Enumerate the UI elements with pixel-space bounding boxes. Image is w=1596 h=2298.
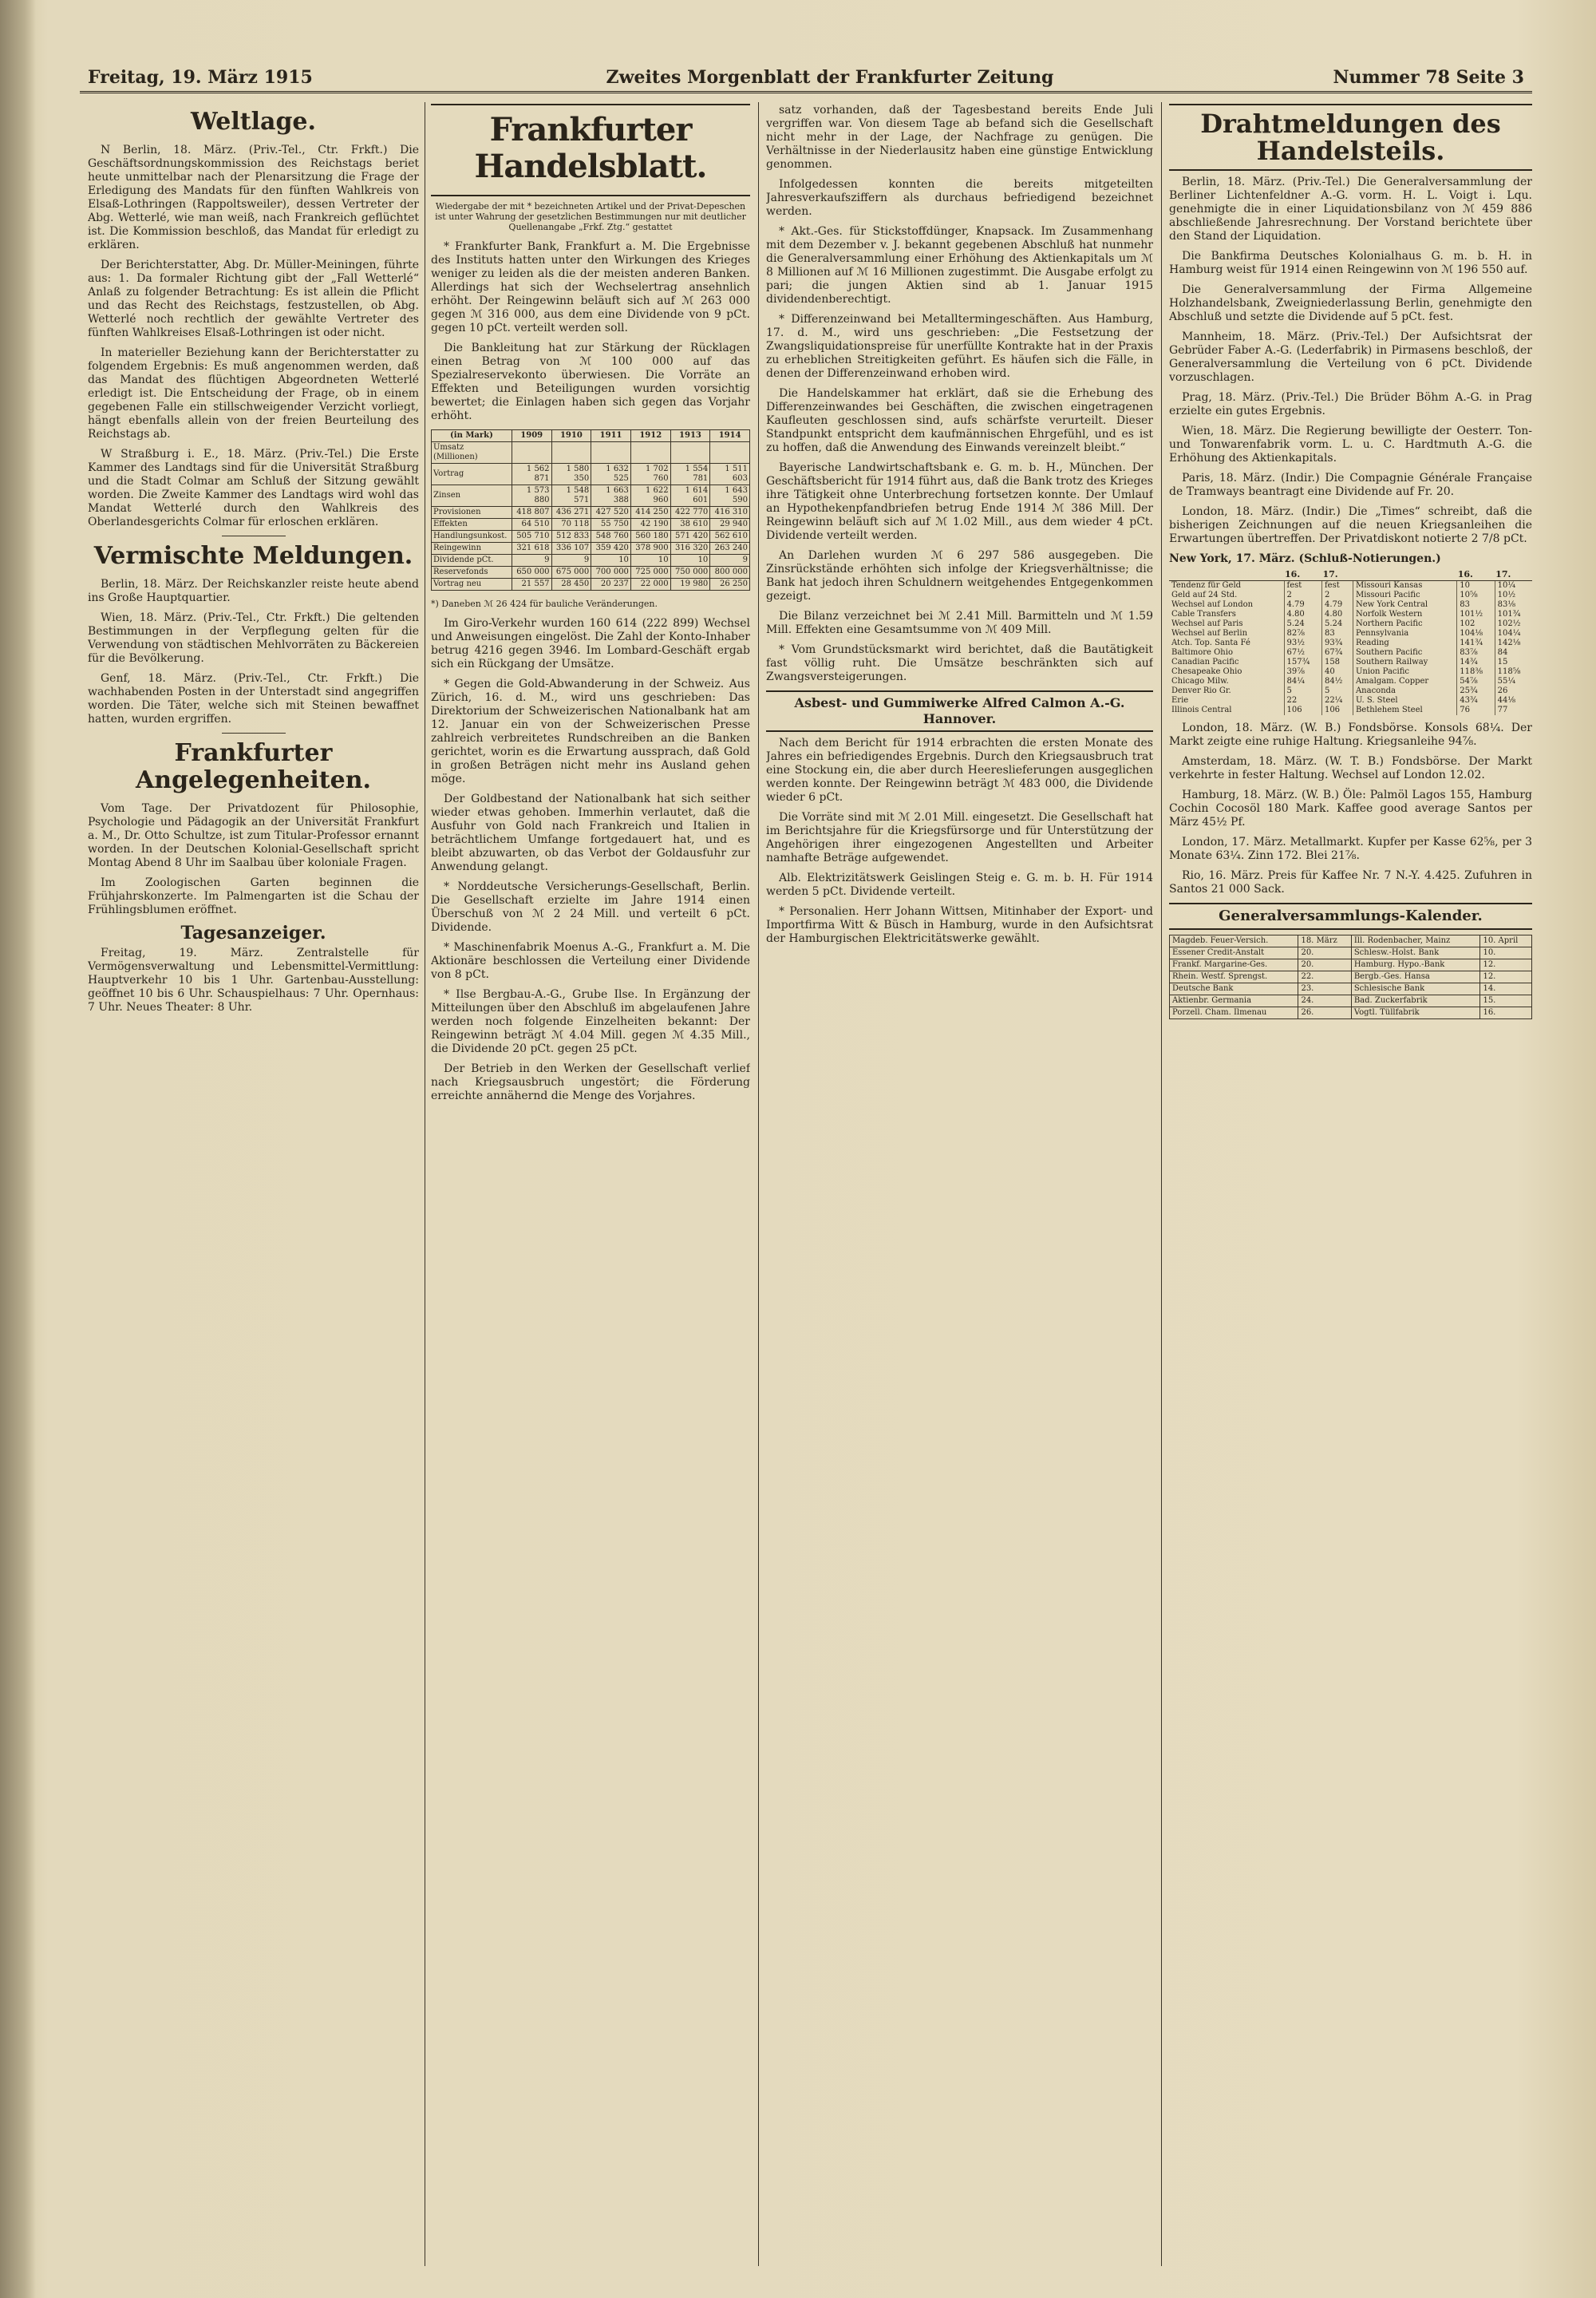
table-cell: Pennsylvania	[1353, 629, 1456, 639]
section-title: Frankfurter Handelsblatt.	[474, 111, 707, 185]
table-row	[1170, 1007, 1532, 1019]
table-cell: 2	[1321, 591, 1353, 600]
article-paragraph: Wien, 18. März. Die Regierung bewilligte der Oesterr. Ton- und Tonwarenfabrik vorm. L. u. C. Hardtmuth A.-G. die Erhöhung des Aktienkapitals.	[1169, 425, 1532, 465]
table-cell: 512 833	[551, 531, 591, 543]
table-cell: 10	[630, 555, 670, 567]
table-cell: U. S. Steel	[1353, 696, 1456, 706]
table-cell: 359 420	[591, 543, 631, 555]
table-cell: 104¼	[1495, 629, 1532, 639]
table-cell: 15	[1495, 658, 1532, 667]
table-cell: 22¼	[1321, 696, 1353, 706]
article-paragraph: Die Handelskammer hat erklärt, daß sie die Erhebung des Differenzeinwandes bei Geschäften, die zwischen eingetragenen Kaufleuten geschlossen sind, aufs schärfste verurteilt. Dieser Standpunkt entspricht dem kaufmännischen Ehrgefühl, und es ist zu hoffen, daß die Anwendung des Einwands vereinzelt bleibt.“	[766, 387, 1153, 454]
table-cell: 44⅛	[1495, 696, 1532, 706]
table-header-cell: 1912	[630, 430, 670, 442]
table-cell: 422 770	[670, 507, 710, 519]
article-paragraph: Berlin, 18. März. (Priv.-Tel.) Die Generalversammlung der Berliner Lichtenfeldner A.-G. vorm. H. L. Voigt i. Lqu. genehmigte die in einer Liquidationsbilanz von ℳ 459 886 abschließende Jahresrechnung. Der Vorstand berichtete über den Stand der Liquidation.	[1169, 176, 1532, 243]
article-paragraph: W Straßburg i. E., 18. März. (Priv.-Tel.) Die Erste Kammer des Landtags sind für die Universität Straßburg und die Stadt Colmar am Schluß der Sitzung gewählt worden. Die Zweite Kammer des Landtags wird wohl das Mandat Wetterlé durch den Wahlkreis des Oberlandesgerichts Colmar für erloschen erklären.	[88, 448, 419, 528]
table-cell: 82⅞	[1284, 629, 1321, 639]
table-cell: 102½	[1495, 619, 1532, 629]
table-cell: 548 760	[591, 531, 631, 543]
table-cell: 23.	[1298, 983, 1351, 995]
table-cell: 1 573 880	[512, 485, 551, 507]
table-cell: 1 554 781	[670, 464, 710, 485]
table-cell: 571 420	[670, 531, 710, 543]
table-cell: Bad. Zuckerfabrik	[1351, 995, 1480, 1007]
table-header-cell: 1913	[670, 430, 710, 442]
table-cell	[591, 442, 631, 464]
table-cell: 1 614 601	[670, 485, 710, 507]
table-cell: 83	[1457, 600, 1495, 610]
table-row	[432, 543, 750, 555]
article-paragraph: Wien, 18. März. (Priv.-Tel., Ctr. Frkft.) Die geltenden Bestimmungen in der Verpflegung gelten für die Verwendung von städtischen Mehlvorräten zu Bäckereien für die Bevölkerung.	[88, 611, 419, 665]
table-cell: 316 320	[670, 543, 710, 555]
kalender-heading: Generalversammlungs-Kalender.	[1169, 903, 1532, 930]
table-cell	[670, 442, 710, 464]
table-cell: Anaconda	[1353, 686, 1456, 696]
table-cell: Wechsel auf Paris	[1171, 619, 1243, 628]
table-header-cell: 16.	[1457, 569, 1495, 581]
table-header-cell	[1169, 569, 1284, 581]
table-cell: Rhein. Westf. Sprengst.	[1170, 971, 1298, 983]
handelsblatt-masthead	[431, 104, 750, 196]
table-row	[1169, 619, 1532, 629]
article-paragraph: Nach dem Bericht für 1914 erbrachten die ersten Monate des Jahres ein befriedigendes Ergebnis. Durch den Kriegsausbruch trat eine Stockung ein, die aber durch Heereslieferungen ausgeglichen werden konnte. Der Reingewinn beträgt ℳ 483 000, die Dividende wieder 6 pCt.	[766, 737, 1153, 804]
table-cell: 436 271	[551, 507, 591, 519]
column-2	[431, 104, 750, 2266]
table-cell: 42 190	[630, 519, 670, 531]
table-cell: 10½	[1495, 591, 1532, 600]
table-cell: 21 557	[512, 579, 551, 591]
table-cell: 93¾	[1321, 639, 1353, 648]
table-cell: 1 548 571	[551, 485, 591, 507]
table-cell: 4.79	[1284, 600, 1321, 610]
table-header-cell: 1909	[512, 430, 551, 442]
table-cell: Northern Pacific	[1353, 619, 1456, 629]
table-cell: 19 980	[670, 579, 710, 591]
table-cell: 20.	[1298, 959, 1351, 971]
table-cell: 83	[1321, 629, 1353, 639]
table-cell: 10	[591, 555, 631, 567]
table-cell: 67¾	[1321, 648, 1353, 658]
article-paragraph: Berlin, 18. März. Der Reichskanzler reiste heute abend ins Große Hauptquartier.	[88, 578, 419, 604]
article-paragraph: Mannheim, 18. März. (Priv.-Tel.) Der Aufsichtsrat der Gebrüder Faber A.-G. (Lederfabrik) in Pirmasens beschloß, der Generalversammlung die Verteilung von 6 pCt. Dividende vorzuschlagen.	[1169, 330, 1532, 384]
article-paragraph: London, 17. März. Metallmarkt. Kupfer per Kasse 62⅝, per 3 Monate 63¼. Zinn 172. Blei 21⅞.	[1169, 836, 1532, 862]
article-paragraph: Amsterdam, 18. März. (W. T. B.) Fondsbörse. Der Markt verkehrte in fester Haltung. Wechsel auf London 12.02.	[1169, 755, 1532, 781]
table-cell: 4.79	[1321, 600, 1353, 610]
article-paragraph: Die Bankleitung hat zur Stärkung der Rücklagen einen Betrag von ℳ 100 000 auf das Spezialreservekonto überwiesen. Die Vorräte an Effekten und Beteiligungen wurden vorsichtig bewertet; die Einlagen haben sich gegen das Vorjahr erhöht.	[431, 342, 750, 422]
table-cell: 104⅛	[1457, 629, 1495, 639]
table-cell: 106	[1284, 706, 1321, 715]
table-cell: 650 000	[512, 567, 551, 579]
table-cell: Chicago Milw.	[1171, 677, 1229, 686]
table-cell: 321 618	[512, 543, 551, 555]
article-paragraph: satz vorhanden, daß der Tagesbestand bereits Ende Juli vergriffen war. Von diesem Tage ab befand sich die Gesellschaft nicht mehr in der Lage, der Nachfrage zu genügen. Die Verhältnisse in der Niederlausitz haben eine günstige Entwicklung genommen.	[766, 104, 1153, 171]
table-row	[1169, 629, 1532, 639]
section-title: Frankfurter Angelegenheiten.	[135, 739, 371, 794]
table-row	[432, 464, 750, 485]
table-cell: 102	[1457, 619, 1495, 629]
table-cell: 18. März	[1298, 935, 1351, 947]
table-cell: 64 510	[512, 519, 551, 531]
table-row	[432, 567, 750, 579]
table-cell: Effekten	[432, 519, 512, 531]
table-cell: 77	[1495, 706, 1532, 715]
table-cell: 158	[1321, 658, 1353, 667]
table-row	[1170, 959, 1532, 971]
table-cell: Deutsche Bank	[1170, 983, 1298, 995]
article-paragraph: Infolgedessen konnten die bereits mitgeteilten Jahresverkaufsziffern als durchaus befriedigend bezeichnet werden.	[766, 178, 1153, 218]
table-cell: Erie	[1171, 696, 1189, 705]
table-cell: 1 643 590	[710, 485, 750, 507]
table-cell: Reingewinn	[432, 543, 512, 555]
article-paragraph: An Darlehen wurden ℳ 6 297 586 ausgegeben. Die Zinsrückstände erhöhten sich infolge der Kriegsverhältnisse; die Bank hat jedoch ihren Schuldnern weitgehendes Entgegenkommen gezeigt.	[766, 549, 1153, 603]
table-cell: 14.	[1480, 983, 1532, 995]
article-paragraph: Die Generalversammlung der Firma Allgemeine Holzhandelsbank, Zweigniederlassung Berlin, genehmigte den Abschluß und setzte die Dividende auf 5 pCt. fest.	[1169, 283, 1532, 323]
table-cell: 26	[1495, 686, 1532, 696]
meeting-calendar-table	[1169, 935, 1532, 1019]
table-cell: 93½	[1284, 639, 1321, 648]
table-cell: 55 750	[591, 519, 631, 531]
table-cell: 142⅛	[1495, 639, 1532, 648]
article-paragraph: Der Betrieb in den Werken der Gesellschaft verlief nach Kriegsausbruch ungestört; die Förderung erreichte annähernd die Menge des Vorjahres.	[431, 1062, 750, 1102]
new-york-quotes-table	[1169, 569, 1532, 715]
table-cell: 5	[1321, 686, 1353, 696]
table-cell: 1 562 871	[512, 464, 551, 485]
table-cell: New York Central	[1353, 600, 1456, 610]
table-cell: Magdeb. Feuer-Versich.	[1170, 935, 1298, 947]
article-paragraph: Bayerische Landwirtschaftsbank e. G. m. b. H., München. Der Geschäftsbericht für 1914 führt aus, daß die Bank trotz des Krieges ihre Tätigkeit ohne Unterbrechung fortsetzen konnte. Der Umlauf an Hypothekenpfandbriefen betrug Ende 1914 ℳ 386 Mill. Der Reingewinn beläuft sich auf ℳ 1.02 Mill., aus dem wieder 4 pCt. Dividende verteilt werden.	[766, 461, 1153, 542]
table-cell: Vortrag neu	[432, 579, 512, 591]
table-cell: 5.24	[1321, 619, 1353, 629]
article-paragraph: * Norddeutsche Versicherungs-Gesellschaft, Berlin. Die Gesellschaft erzielte im Jahre 1914 einen Überschuß von ℳ 2 24 Mill. und verteilt 6 pCt. Dividende.	[431, 880, 750, 934]
table-cell: Amalgam. Copper	[1353, 677, 1456, 686]
table-cell: Chesapeake Ohio	[1171, 667, 1242, 676]
table-cell: Reading	[1353, 639, 1456, 648]
table-header-cell: (in Mark)	[432, 430, 512, 442]
table-cell: 14¾	[1457, 658, 1495, 667]
table-cell: 15.	[1480, 995, 1532, 1007]
table-cell: Vogtl. Tüllfabrik	[1351, 1007, 1480, 1019]
table-cell: Bergb.-Ges. Hansa	[1351, 971, 1480, 983]
article-paragraph: Im Zoologischen Garten beginnen die Frühjahrskonzerte. Im Palmengarten ist die Schau der Frühlingsblumen eröffnet.	[88, 876, 419, 916]
bank-figures-table	[431, 429, 750, 591]
table-cell: 1 632 525	[591, 464, 631, 485]
article-paragraph: London, 18. März. (W. B.) Fondsbörse. Konsols 68¼. Der Markt zeigte eine ruhige Haltung. Kriegsanleihe 94⅞.	[1169, 722, 1532, 748]
article-paragraph: Genf, 18. März. (Priv.-Tel., Ctr. Frkft.) Die wachhabenden Posten in der Unterstadt sind angegriffen worden. Die Täter, welche sich mit Steinen bewaffnet hatten, wurden ergriffen.	[88, 672, 419, 726]
table-cell: 10	[670, 555, 710, 567]
table-cell: fest	[1321, 581, 1353, 591]
table-cell: 12.	[1480, 971, 1532, 983]
table-header-cell: 1911	[591, 430, 631, 442]
table-row	[1169, 581, 1532, 591]
table-row	[1169, 639, 1532, 648]
table-cell: 12.	[1480, 959, 1532, 971]
article-paragraph: * Vom Grundstücksmarkt wird berichtet, daß die Bautätigkeit fast völlig ruht. Die Umsätze beschränkten sich auf Zwangsversteigerungen.	[766, 643, 1153, 683]
table-cell: 5.24	[1284, 619, 1321, 629]
table-cell: 26.	[1298, 1007, 1351, 1019]
table-cell: 141¾	[1457, 639, 1495, 648]
table-cell: Baltimore Ohio	[1171, 648, 1233, 657]
table-cell: 336 107	[551, 543, 591, 555]
table-cell: 10	[1457, 581, 1495, 591]
table-header-cell: 17.	[1495, 569, 1532, 581]
table-cell: Umsatz (Millionen)	[432, 442, 512, 464]
table-row	[1170, 947, 1532, 959]
article-paragraph: Die Vorräte sind mit ℳ 2.01 Mill. eingesetzt. Die Gesellschaft hat im Berichtsjahre für die Kriegsfürsorge und für Unterstützung der Angehörigen ihrer eingezogenen Angestellten und Arbeiter namhafte Beträge aufgewendet.	[766, 811, 1153, 864]
table-cell: 20.	[1298, 947, 1351, 959]
header-date: Freitag, 19. März 1915	[88, 67, 313, 88]
table-cell: 67½	[1284, 648, 1321, 658]
table-row	[432, 442, 750, 464]
header-paper-name: Zweites Morgenblatt der Frankfurter Zeitung	[606, 67, 1054, 88]
table-cell: Geld auf 24 Std.	[1171, 591, 1238, 599]
column-1	[88, 104, 419, 2266]
table-cell: 750 000	[670, 567, 710, 579]
table-cell: 84¼	[1284, 677, 1321, 686]
table-cell: Bethlehem Steel	[1353, 706, 1456, 715]
header-page-number: Nummer 78 Seite 3	[1333, 67, 1524, 88]
article-paragraph: London, 18. März. (Indir.) Die „Times“ schreibt, daß die bisherigen Zeichnungen auf die neuen Kriegsanleihen die Erwartungen übertreffen. Der Privatdiskont notierte 2 7/8 pCt.	[1169, 505, 1532, 545]
article-paragraph: * Gegen die Gold-Abwanderung in der Schweiz. Aus Zürich, 16. d. M., wird uns geschrieben: Das Direktorium der Schweizerischen Nationalbank hat am 12. Januar ein von der Schweizerischen Presse zahlreich verbreitetes Rundschreiben an die Banken gerichtet, worin es die Erwartung aussprach, daß Gold in großen Beträgen nicht mehr ins Ausland gehen möge.	[431, 678, 750, 785]
column-rule	[1161, 102, 1162, 2266]
page-header	[80, 65, 1532, 93]
table-cell: 76	[1457, 706, 1495, 715]
table-cell: 414 250	[630, 507, 670, 519]
table-cell: 84	[1495, 648, 1532, 658]
table-cell: 378 900	[630, 543, 670, 555]
section-title: Vermischte Meldungen.	[93, 542, 413, 570]
table-row	[1170, 983, 1532, 995]
table-row	[1169, 686, 1532, 696]
table-cell: 5	[1284, 686, 1321, 696]
table-cell: Schlesische Bank	[1351, 983, 1480, 995]
table-cell: 416 310	[710, 507, 750, 519]
table-cell: 560 180	[630, 531, 670, 543]
table-cell: 28 450	[551, 579, 591, 591]
table-cell: Atch. Top. Santa Fé	[1171, 639, 1250, 647]
reprint-note: Wiedergabe der mit * bezeichneten Artikel und der Privat-Depeschen ist unter Wahrung der gesetzlichen Bestimmungen nur mit deutlicher Quellenangabe „Frkf. Ztg.“ gestattet	[435, 201, 746, 232]
table-row	[1170, 995, 1532, 1007]
column-3	[766, 104, 1153, 2266]
section-title: Weltlage.	[191, 108, 316, 136]
article-paragraph: * Ilse Bergbau-A.-G., Grube Ilse. In Ergänzung der Mitteilungen über den Abschluß im abgelaufenen Jahre werden noch folgende Einzelheiten bekannt: Der Reingewinn beträgt ℳ 4.04 Mill. gegen ℳ 4.35 Mill., die Dividende 20 pCt. gegen 25 pCt.	[431, 988, 750, 1055]
table-cell: Frankf. Margarine-Ges.	[1170, 959, 1298, 971]
table-cell: 1 702 760	[630, 464, 670, 485]
article-paragraph: Alb. Elektrizitätswerk Geislingen Steig e. G. m. b. H. Für 1914 werden 5 pCt. Dividende verteilt.	[766, 872, 1153, 898]
table-row	[1169, 591, 1532, 600]
table-cell: 4.80	[1284, 610, 1321, 619]
table-cell: Dividende pCt.	[432, 555, 512, 567]
article-paragraph: Im Giro-Verkehr wurden 160 614 (222 899) Wechsel und Anweisungen eingelöst. Die Zahl der Konto-Inhaber betrug 4216 gegen 3946. Im Lombard-Geschäft ergab sich ein Rückgang der Umsätze.	[431, 617, 750, 670]
table-cell: Wechsel auf London	[1171, 600, 1254, 609]
binding-shadow	[0, 0, 36, 2298]
table-cell: 54⅞	[1457, 677, 1495, 686]
article-paragraph: * Akt.-Ges. für Stickstoffdünger, Knapsack. Im Zusammenhang mit dem Dezember v. J. bekannt gegebenen Abschluß hat nunmehr die Generalversammlung einer Erhöhung des Aktienkapitals um ℳ 8 Millionen auf ℳ 16 Millionen zugestimmt. Die Ausgabe erfolgt zu pari; die jungen Aktien sind ab 1. Januar 1915 dividendenberechtigt.	[766, 225, 1153, 306]
table-cell: Provisionen	[432, 507, 512, 519]
table-cell: Ill. Rodenbacher, Mainz	[1351, 935, 1480, 947]
column-rule	[758, 102, 759, 2266]
table-row	[1169, 658, 1532, 667]
article-paragraph: Rio, 16. März. Preis für Kaffee Nr. 7 N.-Y. 4.425. Zufuhren in Santos 21 000 Sack.	[1169, 869, 1532, 896]
table-cell: Wechsel auf Berlin	[1171, 629, 1248, 638]
table-cell: Essener Credit-Anstalt	[1170, 947, 1298, 959]
table-cell: Missouri Pacific	[1353, 591, 1456, 600]
table-cell: 43¾	[1457, 696, 1495, 706]
table-cell: 22.	[1298, 971, 1351, 983]
article-paragraph: Prag, 18. März. (Priv.-Tel.) Die Brüder Böhm A.-G. in Prag erzielte ein gutes Ergebnis.	[1169, 391, 1532, 417]
table-row	[432, 555, 750, 567]
table-cell	[512, 442, 551, 464]
table-cell: 4.80	[1321, 610, 1353, 619]
table-cell: Schlesw.-Holst. Bank	[1351, 947, 1480, 959]
table-cell: 118⅜	[1457, 667, 1495, 677]
table-cell: 118⅝	[1495, 667, 1532, 677]
table-cell: 562 610	[710, 531, 750, 543]
table-cell: 1 663 388	[591, 485, 631, 507]
article-paragraph: Freitag, 19. März. Zentralstelle für Vermögensverwaltung und Lebensmittel-Vermittlung: Hauptverkehr 10 bis 1 Uhr. Gartenbau-Ausstellung: geöffnet 10 bis 6 Uhr. Schauspielhaus: 7 Uhr. Opernhaus: 7 Uhr. Neues Theater: 8 Uhr.	[88, 947, 419, 1014]
table-cell: 24.	[1298, 995, 1351, 1007]
table-cell: Canadian Pacific	[1171, 658, 1239, 666]
table-row	[1169, 677, 1532, 686]
table-cell: Illinois Central	[1171, 706, 1232, 714]
table-row	[1170, 935, 1532, 947]
table-cell: 2	[1284, 591, 1321, 600]
table-cell: 700 000	[591, 567, 631, 579]
article-paragraph: N Berlin, 18. März. (Priv.-Tel., Ctr. Frkft.) Die Geschäftsordnungskommission des Reichstags beriet heute unmittelbar nach der Plenarsitzung die Frage der Erledigung des Mandats für den fünften Wahlkreis von Elsaß-Lothringen (Rappoltsweiler), dessen Vertreter der Abg. Wetterlé, wie man weiß, nach Frankreich geflüchtet ist. Die Kommission beschloß, das Mandat für erledigt zu erklären.	[88, 144, 419, 251]
quotes-heading: New York, 17. März. (Schluß-Notierungen.)	[1169, 552, 1441, 565]
table-header-cell: 1910	[551, 430, 591, 442]
table-cell	[710, 442, 750, 464]
table-row	[1169, 706, 1532, 715]
table-cell: 101½	[1457, 610, 1495, 619]
table-cell: Tendenz für Geld	[1171, 581, 1242, 590]
section-title: Drahtmeldungen des Handelsteils.	[1200, 109, 1501, 166]
table-row	[1170, 971, 1532, 983]
table-cell: 26 250	[710, 579, 750, 591]
table-cell: 505 710	[512, 531, 551, 543]
table-cell: 10.	[1480, 947, 1532, 959]
table-cell: Porzell. Cham. Ilmenau	[1170, 1007, 1298, 1019]
table-row	[432, 519, 750, 531]
table-cell: Denver Rio Gr.	[1171, 686, 1231, 695]
table-cell: Vortrag	[432, 464, 512, 485]
table-cell: 25¾	[1457, 686, 1495, 696]
table-row	[432, 531, 750, 543]
table-cell: 427 520	[591, 507, 631, 519]
table-cell: Norfolk Western	[1353, 610, 1456, 619]
table-header-cell: 1914	[710, 430, 750, 442]
table-cell: 83⅞	[1457, 648, 1495, 658]
table-cell: Reservefonds	[432, 567, 512, 579]
table-header-cell: 17.	[1321, 569, 1353, 581]
table-cell: Southern Railway	[1353, 658, 1456, 667]
table-row	[1169, 600, 1532, 610]
company-report-heading: Asbest- und Gummiwerke Alfred Calmon A.-G. Hannover.	[766, 690, 1153, 732]
table-row	[432, 507, 750, 519]
table-cell: 263 240	[710, 543, 750, 555]
table-row	[1169, 696, 1532, 706]
table-cell: 1 511 603	[710, 464, 750, 485]
table-cell: 16.	[1480, 1007, 1532, 1019]
article-paragraph: Vom Tage. Der Privatdozent für Philosophie, Psychologie und Pädagogik an der Universität Frankfurt a. M., Dr. Otto Schultze, ist zum Titular-Professor ernannt worden. In der Deutschen Kolonial-Gesellschaft spricht Montag Abend 8 Uhr im Saalbau über koloniale Fragen.	[88, 802, 419, 869]
article-paragraph: * Maschinenfabrik Moenus A.-G., Frankfurt a. M. Die Aktionäre beschlossen die Verteilung einer Dividende von 8 pCt.	[431, 941, 750, 981]
table-cell: 40	[1321, 667, 1353, 677]
table-cell: 106	[1321, 706, 1353, 715]
subsection-title: Tagesanzeiger.	[180, 923, 326, 943]
table-cell: 39⅞	[1284, 667, 1321, 677]
table-cell: 38 610	[670, 519, 710, 531]
article-paragraph: In materieller Beziehung kann der Berichterstatter zu folgendem Ergebnis: Es muß angenommen werden, daß das Mandat des flüchtigen Abgeordneten Wetterlé erledigt ist. Die Entscheidung der Frage, ob in einem gegebenen Falle ein stillschweigender Verzicht vorliegt, hängt ebenfalls allein von der freien Beurteilung des Reichstags ab.	[88, 346, 419, 441]
table-cell: 22	[1284, 696, 1321, 706]
table-cell: 9	[710, 555, 750, 567]
table-cell: Missouri Kansas	[1353, 581, 1456, 591]
table-cell: Cable Transfers	[1171, 610, 1236, 619]
article-paragraph: Die Bilanz verzeichnet bei ℳ 2.41 Mill. Barmitteln und ℳ 1.59 Mill. Effekten eine Gesamtsumme von ℳ 409 Mill.	[766, 610, 1153, 636]
table-footnote: *) Daneben ℳ 26 424 für bauliche Veränderungen.	[431, 599, 658, 609]
table-row	[432, 485, 750, 507]
table-cell: Zinsen	[432, 485, 512, 507]
table-cell: Handlungsunkost.	[432, 531, 512, 543]
article-paragraph: * Frankfurter Bank, Frankfurt a. M. Die Ergebnisse des Instituts hatten unter den Wirkungen des Krieges weniger zu leiden als die der meisten anderen Banken. Allerdings hat sich der Wechselertrag ansehnlich erhöht. Der Reingewinn beläuft sich auf ℳ 263 000 gegen ℳ 316 000, aus dem eine Dividende von 9 pCt. gegen 10 pCt. verteilt werden soll.	[431, 240, 750, 334]
table-cell: 83⅛	[1495, 600, 1532, 610]
article-paragraph: Paris, 18. März. (Indir.) Die Compagnie Générale Française de Tramways beantragt eine Dividende auf Fr. 20.	[1169, 472, 1532, 498]
table-cell: 157¾	[1284, 658, 1321, 667]
table-cell: fest	[1284, 581, 1321, 591]
table-cell: 675 000	[551, 567, 591, 579]
article-paragraph: Der Goldbestand der Nationalbank hat sich seither wieder etwas gehoben. Immerhin verlautet, daß die Ausfuhr von Gold nach Frankreich und Italien in beträchtlichem Umfange fortgedauert hat, und es bleibt abzuwarten, ob das Verbot der Goldausfuhr zur Anwendung gelangt.	[431, 793, 750, 873]
table-cell: 1 580 350	[551, 464, 591, 485]
table-cell: 55¼	[1495, 677, 1532, 686]
table-cell: 10⅝	[1457, 591, 1495, 600]
table-row	[1169, 667, 1532, 677]
article-paragraph: * Differenzeinwand bei Metalltermingeschäften. Aus Hamburg, 17. d. M., wird uns geschrieben: „Die Festsetzung der Zwangsliquidationspreise für unerfüllte Kontrakte hat in der Praxis zu erheblichen Streitigkeiten geführt. Es häufen sich die Fälle, in denen der Differenzeinwand erhoben wird.	[766, 313, 1153, 380]
table-cell: 9	[512, 555, 551, 567]
table-cell: 725 000	[630, 567, 670, 579]
table-cell: Hamburg. Hypo.-Bank	[1351, 959, 1480, 971]
table-cell	[630, 442, 670, 464]
drahtmeldungen-masthead	[1169, 104, 1532, 171]
table-cell: 10. April	[1480, 935, 1532, 947]
column-4	[1169, 104, 1532, 2266]
table-header-cell: 16.	[1284, 569, 1321, 581]
table-cell: 9	[551, 555, 591, 567]
table-row	[1169, 648, 1532, 658]
table-cell: Union Pacific	[1353, 667, 1456, 677]
table-row	[432, 579, 750, 591]
article-paragraph: * Personalien. Herr Johann Wittsen, Mitinhaber der Export- und Importfirma Witt & Büsch in Hamburg, wurde in den Aufsichtsrat der Hamburgischen Elektricitätswerke gewählt.	[766, 905, 1153, 945]
table-cell: 101¾	[1495, 610, 1532, 619]
table-cell: 22 000	[630, 579, 670, 591]
divider	[222, 733, 286, 734]
table-cell: 800 000	[710, 567, 750, 579]
article-paragraph: Der Berichterstatter, Abg. Dr. Müller-Meiningen, führte aus: 1. Da formaler Richtung gibt der „Fall Wetterlé“ Anlaß zu folgender Betrachtung: Es ist allein die Pflicht und das Recht des Reichstags, festzustellen, ob Abg. Wetterlé noch rechtlich der gewählte Vertreter des fünften Wahlkreises Elsaß-Lothringen ist oder nicht.	[88, 259, 419, 339]
table-cell: 10¼	[1495, 581, 1532, 591]
table-cell: 84½	[1321, 677, 1353, 686]
table-cell: 418 807	[512, 507, 551, 519]
table-row	[1169, 610, 1532, 619]
table-cell: Aktienbr. Germania	[1170, 995, 1298, 1007]
table-header-cell	[1353, 569, 1456, 581]
article-paragraph: Hamburg, 18. März. (W. B.) Öle: Palmöl Lagos 155, Hamburg Cochin Cocosöl 180 Mark. Kaffee good average Santos per März 45½ Pf.	[1169, 789, 1532, 829]
table-cell: 20 237	[591, 579, 631, 591]
article-paragraph: Die Bankfirma Deutsches Kolonialhaus G. m. b. H. in Hamburg weist für 1914 einen Reingewinn von ℳ 196 550 auf.	[1169, 250, 1532, 276]
table-cell: 70 118	[551, 519, 591, 531]
table-cell: 1 622 960	[630, 485, 670, 507]
table-cell: 29 940	[710, 519, 750, 531]
table-cell	[551, 442, 591, 464]
table-cell: Southern Pacific	[1353, 648, 1456, 658]
